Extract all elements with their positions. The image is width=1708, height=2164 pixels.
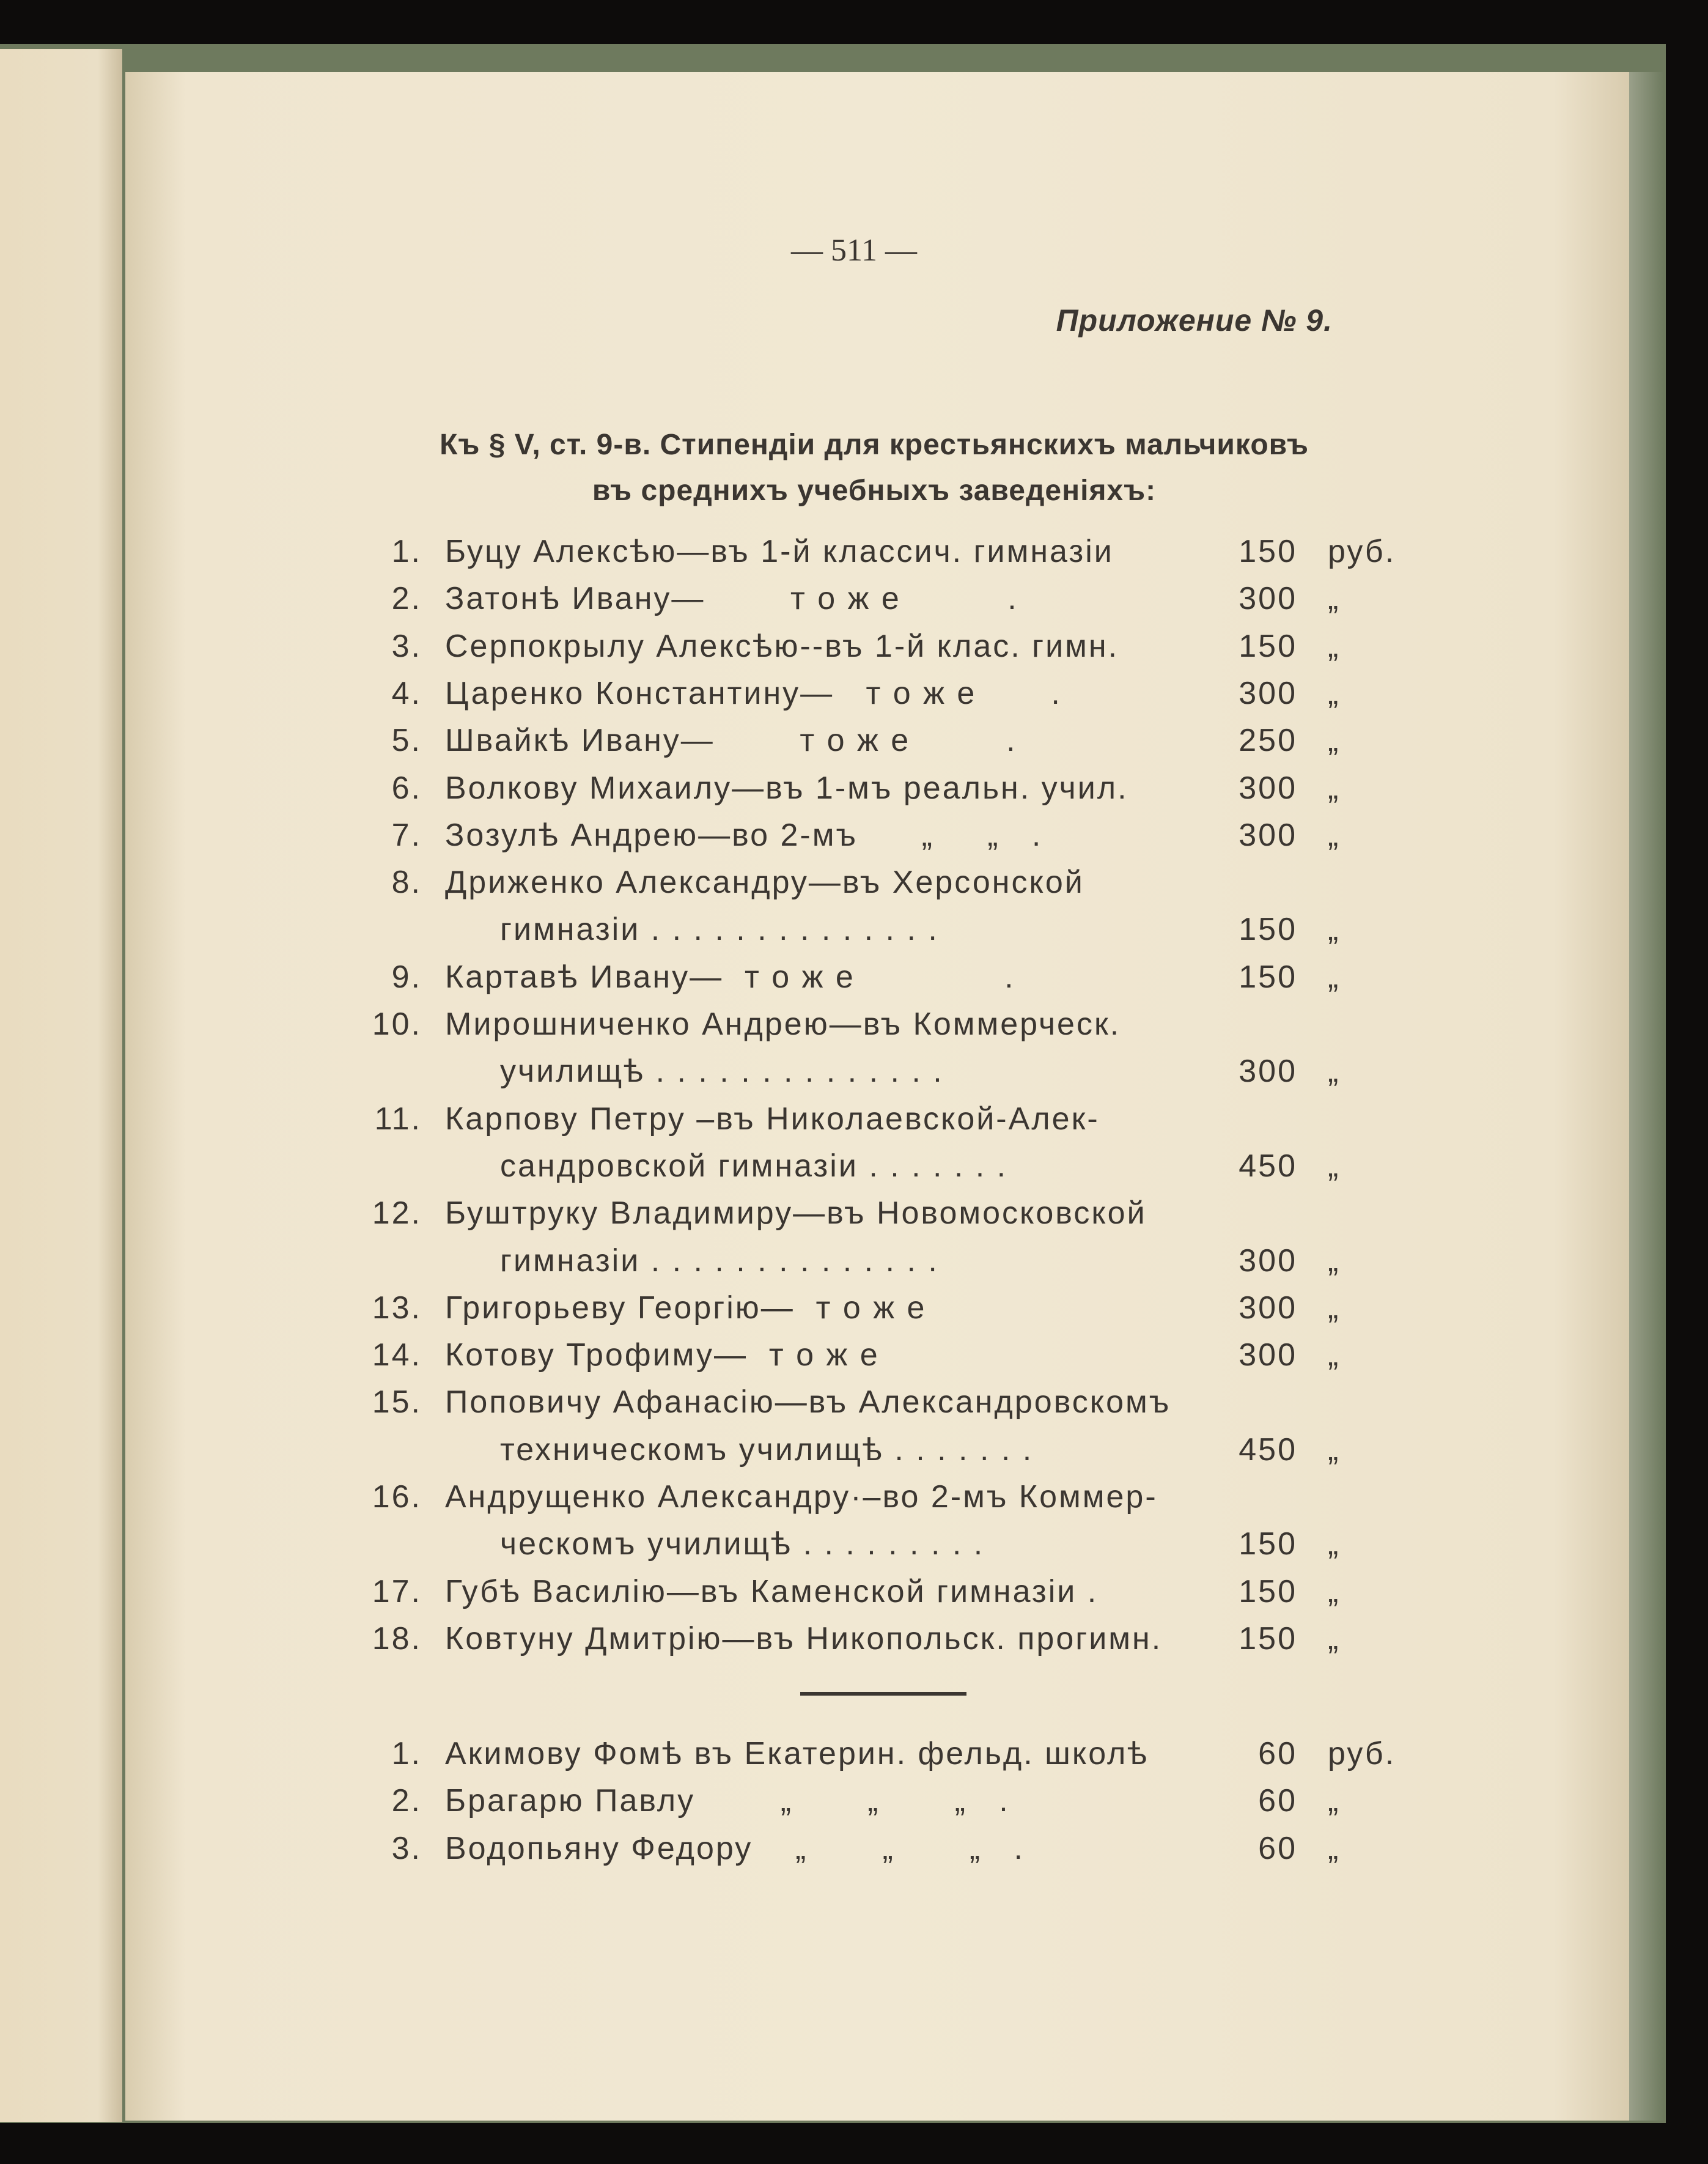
- entry-number: 3.: [391, 628, 422, 664]
- entry-unit: „: [1328, 1620, 1341, 1656]
- entry-unit: „: [1328, 959, 1341, 995]
- entry-number: 7.: [391, 817, 422, 853]
- entry-number: 13.: [372, 1290, 422, 1326]
- list-line: [0, 533, 1708, 580]
- entry-number: 10.: [372, 1006, 422, 1042]
- list-line: [0, 1479, 1708, 1526]
- entry-amount: 150: [1239, 534, 1297, 569]
- list-line: [0, 1384, 1708, 1431]
- list-line: [0, 864, 1708, 911]
- entry-text: Царенко Константину— т о ж е .: [445, 675, 1062, 711]
- entry-unit: „: [1328, 770, 1341, 806]
- list-line: [0, 1243, 1708, 1290]
- list-line: [0, 628, 1708, 675]
- entry-amount: 150: [1239, 1620, 1297, 1656]
- entry-amount: 150: [1239, 959, 1297, 995]
- entry-text: Волкову Михаилу—въ 1-мъ реальн. учил.: [445, 770, 1128, 806]
- entry-unit: „: [1328, 1431, 1341, 1468]
- list-line: [0, 1526, 1708, 1573]
- entry-number: 17.: [372, 1573, 422, 1609]
- entry-text: Швайкѣ Ивану— т о ж е .: [445, 723, 1017, 759]
- entry-unit: „: [1328, 723, 1341, 759]
- entry-unit: „: [1328, 628, 1341, 664]
- entry-unit: „: [1328, 1148, 1341, 1184]
- entry-unit: „: [1328, 1337, 1341, 1373]
- entry-amount: 300: [1239, 581, 1297, 617]
- list-line: [0, 580, 1708, 627]
- entry-number: 2.: [391, 581, 422, 617]
- entry-amount: 300: [1239, 1290, 1297, 1326]
- entry-amount: 60: [1258, 1783, 1297, 1819]
- list-line: [0, 1053, 1708, 1100]
- entry-amount: 300: [1239, 1243, 1297, 1279]
- entry-text: Водопьяну Федору „ „ „ .: [445, 1830, 1025, 1866]
- list-line: [0, 770, 1708, 817]
- entry-unit: „: [1328, 675, 1341, 711]
- entry-unit: „: [1328, 1573, 1341, 1609]
- entry-number: 18.: [372, 1620, 422, 1656]
- entry-text: Мирошниченко Андрею—въ Коммерческ.: [445, 1006, 1121, 1042]
- entry-text: техническомъ училищѣ . . . . . . .: [500, 1431, 1034, 1468]
- entry-text: гимназіи . . . . . . . . . . . . . .: [500, 1243, 939, 1279]
- entry-amount: 300: [1239, 1054, 1297, 1090]
- entry-text: Поповичу Афанасію—въ Александровскомъ: [445, 1384, 1171, 1420]
- entry-number: 1.: [391, 534, 422, 569]
- entry-number: 8.: [391, 865, 422, 901]
- entry-amount: 450: [1239, 1148, 1297, 1184]
- entry-unit: „: [1328, 1783, 1341, 1819]
- list-line: [0, 1006, 1708, 1053]
- entry-amount: 300: [1239, 675, 1297, 711]
- entry-amount: 450: [1239, 1431, 1297, 1468]
- entry-unit: „: [1328, 1243, 1341, 1279]
- list-line: [0, 817, 1708, 864]
- entry-amount: 300: [1239, 1337, 1297, 1373]
- entry-text: сандровской гимназіи . . . . . . .: [500, 1148, 1008, 1184]
- entry-amount: 150: [1239, 1526, 1297, 1562]
- entry-amount: 150: [1239, 628, 1297, 664]
- entry-amount: 300: [1239, 770, 1297, 806]
- entry-number: 1.: [391, 1736, 422, 1771]
- entry-amount: 300: [1239, 817, 1297, 853]
- entry-text: гимназіи . . . . . . . . . . . . . .: [500, 912, 939, 948]
- list-line: [0, 1101, 1708, 1148]
- list-line: [0, 722, 1708, 769]
- section-heading-line1: Къ § V, ст. 9-в. Стипендіи для крестьянскихъ мальчиковъ: [440, 429, 1309, 461]
- entry-text: Зозулѣ Андрею—во 2-мъ „ „ .: [445, 817, 1043, 853]
- list-line: [0, 675, 1708, 722]
- section-heading-line2: въ среднихъ учебныхъ заведеніяхъ:: [592, 475, 1157, 507]
- entry-text: Котову Трофиму— т о ж е: [445, 1337, 880, 1373]
- entry-text: Григорьеву Георгію— т о ж е: [445, 1290, 927, 1326]
- entry-text: Ковтуну Дмитрію—въ Никопольск. прогимн.: [445, 1620, 1163, 1656]
- list-line: [0, 1148, 1708, 1195]
- list-line: [0, 1735, 1708, 1782]
- list-line: [0, 911, 1708, 958]
- entry-unit: „: [1328, 1526, 1341, 1562]
- entry-unit: руб.: [1328, 534, 1396, 569]
- entry-number: 16.: [372, 1479, 422, 1515]
- list-line: [0, 1290, 1708, 1337]
- entry-unit: „: [1328, 1830, 1341, 1866]
- entry-text: Серпокрылу Алексѣю--въ 1-й клас. гимн.: [445, 628, 1119, 664]
- list-line: [0, 1782, 1708, 1830]
- entry-number: 2.: [391, 1783, 422, 1819]
- entry-text: училищѣ . . . . . . . . . . . . . .: [500, 1054, 944, 1090]
- entry-text: Картавѣ Ивану— т о ж е .: [445, 959, 1015, 995]
- entry-number: 4.: [391, 675, 422, 711]
- entry-text: Карпову Петру –въ Николаевской-Алек-: [445, 1101, 1100, 1137]
- entry-text: Губѣ Василію—въ Каменской гимназіи .: [445, 1573, 1099, 1609]
- list-line: [0, 1431, 1708, 1479]
- entry-unit: „: [1328, 817, 1341, 853]
- entry-text: Буштруку Владимиру—въ Новомосковской: [445, 1195, 1147, 1232]
- list-line: [0, 1830, 1708, 1877]
- entry-number: 12.: [372, 1195, 422, 1232]
- entry-number: 14.: [372, 1337, 422, 1373]
- entry-amount: 150: [1239, 912, 1297, 948]
- entry-text: Дриженко Александру—въ Херсонской: [445, 865, 1084, 901]
- entry-number: 9.: [391, 959, 422, 995]
- entry-unit: „: [1328, 581, 1341, 617]
- entry-unit: „: [1328, 1290, 1341, 1326]
- list-line: [0, 1337, 1708, 1384]
- entry-text: ческомъ училищѣ . . . . . . . . .: [500, 1526, 985, 1562]
- entry-text: Затонѣ Ивану— т о ж е .: [445, 581, 1018, 617]
- list-line: [0, 1620, 1708, 1667]
- entry-number: 3.: [391, 1830, 422, 1866]
- entry-text: Акимову Фомѣ въ Екатерин. фельд. школѣ: [445, 1736, 1149, 1771]
- entry-amount: 150: [1239, 1573, 1297, 1609]
- entry-number: 6.: [391, 770, 422, 806]
- separator-rule: [800, 1692, 966, 1696]
- entry-amount: 250: [1239, 723, 1297, 759]
- entry-number: 5.: [391, 723, 422, 759]
- entry-unit: „: [1328, 1054, 1341, 1090]
- entry-text: Брагарю Павлу „ „ „ .: [445, 1783, 1010, 1819]
- entry-text: Андрущенко Александру·–во 2-мъ Коммер-: [445, 1479, 1158, 1515]
- list-line: [0, 1195, 1708, 1242]
- entry-amount: 60: [1258, 1830, 1297, 1866]
- appendix-label: Приложение № 9.: [1056, 303, 1333, 338]
- page-number: — 511 —: [790, 233, 918, 268]
- entry-number: 15.: [372, 1384, 422, 1420]
- entry-text: Буцу Алексѣю—въ 1-й классич. гимназіи: [445, 534, 1114, 569]
- list-line: [0, 959, 1708, 1006]
- entry-unit: руб.: [1328, 1736, 1396, 1771]
- list-line: [0, 1573, 1708, 1620]
- entry-number: 11.: [374, 1101, 422, 1137]
- entry-unit: „: [1328, 912, 1341, 948]
- entry-amount: 60: [1258, 1736, 1297, 1771]
